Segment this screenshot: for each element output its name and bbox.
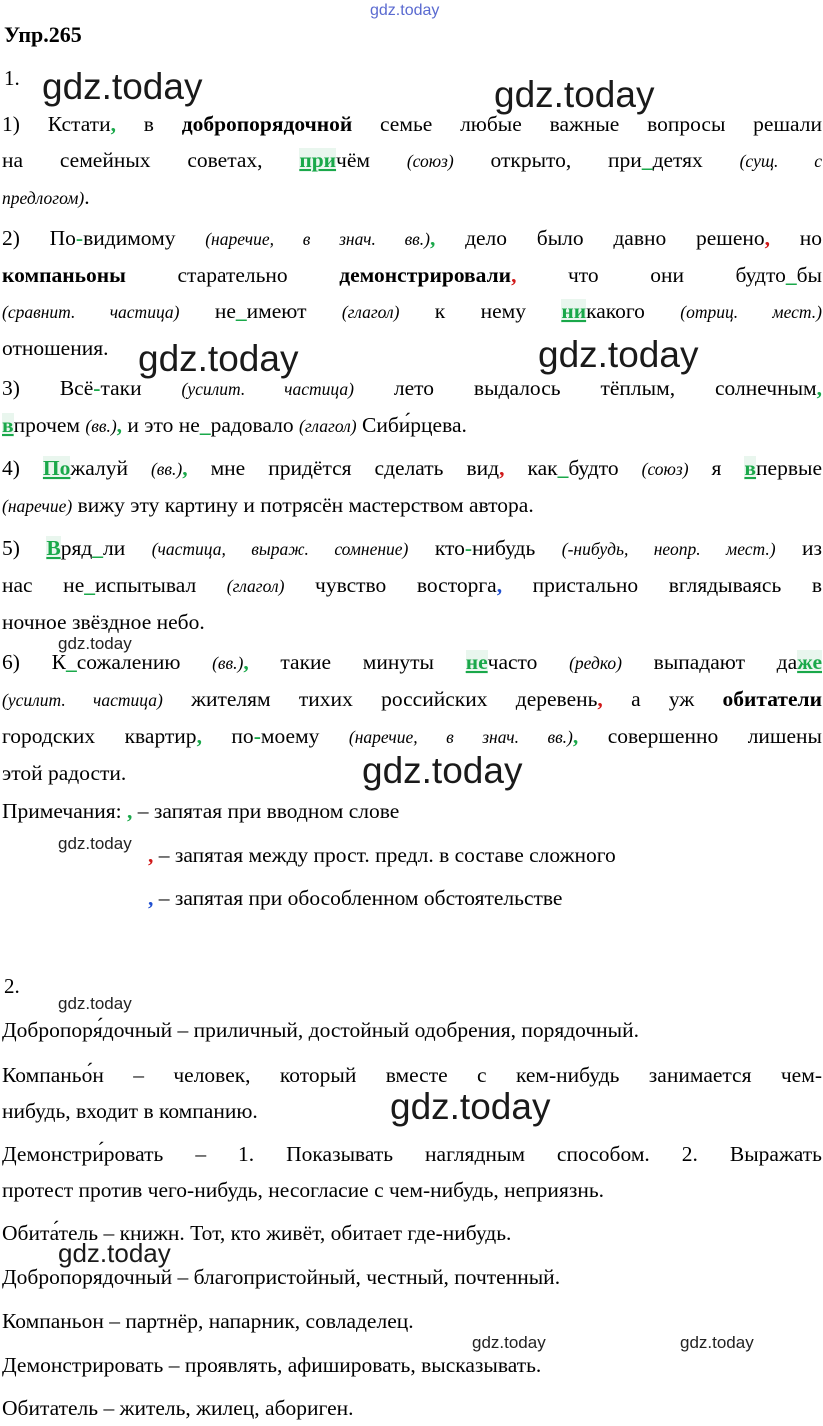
- definition-4: Обита́тель – книжн. Тот, кто живёт, обитает где-нибудь.: [2, 1221, 512, 1245]
- watermark: gdz.today: [58, 1238, 171, 1268]
- notes-line-2: , – запятая между прост. предл. в составе сложного: [148, 843, 616, 867]
- definition-3: Демонстри́ровать – 1. Показывать наглядным способом. 2. Выражать протест против чего-нибудь, несогласие с чем-нибудь, неприязнь.: [2, 1142, 822, 1202]
- synonym-4: Обитатель – житель, жилец, абориген.: [2, 1396, 354, 1420]
- watermark: gdz.today: [494, 74, 655, 115]
- section-number: 2.: [4, 974, 20, 998]
- watermark: gdz.today: [472, 1333, 546, 1352]
- definition-2: Компаньо́н – человек, который вместе с кем-нибудь занимается чем- нибудь, входит в компанию.: [2, 1063, 822, 1123]
- watermark: gdz.today: [58, 634, 132, 653]
- notes-line-1: Примечания: , – запятая при вводном слове: [2, 799, 400, 823]
- watermark: gdz.today: [538, 334, 699, 375]
- watermark: gdz.today: [138, 338, 299, 379]
- sentence-3: 3) Всё-таки (усилит. частица) лето выдалось тёплым, солнечным, впрочем (вв.), и это не_радовало (глагол) Сиби́рцева.: [2, 376, 822, 437]
- watermark: gdz.today: [390, 1086, 551, 1127]
- section-number: 1.: [4, 66, 20, 90]
- watermark: gdz.today: [42, 66, 203, 107]
- exercise-title: Упр.265: [4, 22, 82, 47]
- sentence-6: 6) К_сожалению (вв.), такие минуты нечасто (редко) выпадают даже (усилит. частица) жителям тихих российских деревень, а уж обитатели городских квартир, по-моему (наречие, в знач. вв.), совершенно лишены этой радости.: [2, 650, 823, 785]
- watermark: gdz.today: [370, 2, 440, 19]
- watermark: gdz.today: [58, 994, 132, 1013]
- synonym-2: Компаньон – партнёр, напарник, совладелец.: [2, 1309, 414, 1333]
- watermark: gdz.today: [58, 834, 132, 853]
- sentence-1: 1) Кстати, в добропорядочной семье любые важные вопросы решали на семейных советах, причём (союз) открыто, при_детях (сущ. с предлогом).: [2, 112, 822, 209]
- synonym-1: Добропорядочный – благопристойный, честный, почтенный.: [2, 1265, 561, 1289]
- definition-1: Добропоря́дочный – приличный, достойный одобрения, порядочный.: [2, 1018, 640, 1042]
- notes-line-3: , – запятая при обособленном обстоятельстве: [148, 886, 563, 910]
- sentence-5: 5) Вряд_ли (частица, выраж. сомнение) кто-нибудь (-нибудь, неопр. мест.) из нас не_испытывал (глагол) чувство восторга, пристально вглядываясь в ночное звёздное небо.: [2, 536, 823, 634]
- synonym-3: Демонстрировать – проявлять, афишировать, высказывать.: [2, 1353, 542, 1377]
- sentence-2: 2) По-видимому (наречие, в знач. вв.), дело было давно решено, но компаньоны старательно демонстрировали, что они будто_бы (сравнит. частица) не_имеют (глагол) к нему никакого (отриц. мест.) отношения.: [2, 226, 823, 360]
- sentence-4: 4) Пожалуй (вв.), мне придётся сделать вид, как_будто (союз) я впервые (наречие) вижу эту картину и потрясён мастерством автора.: [2, 456, 822, 517]
- watermark: gdz.today: [362, 750, 523, 791]
- watermark: gdz.today: [680, 1333, 754, 1352]
